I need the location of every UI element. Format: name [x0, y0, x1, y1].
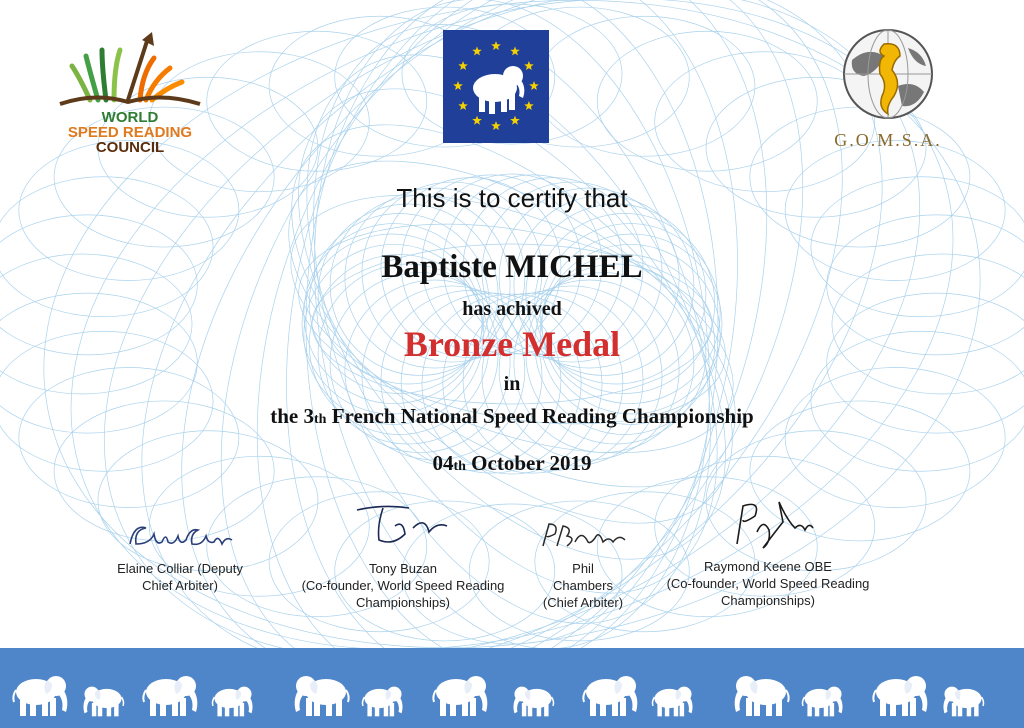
eu-elephant-logo — [443, 30, 549, 143]
signature-phil-chambers — [533, 516, 633, 556]
achieved-line: has achived — [462, 298, 562, 320]
event-line — [0, 404, 1024, 429]
recipient-name: Baptiste MICHEL — [381, 249, 643, 285]
date-day: 04 — [432, 451, 454, 475]
date-rest: October 2019 — [465, 451, 592, 475]
elephant-icon — [870, 670, 932, 718]
elephant-icon — [360, 682, 406, 718]
elephant-icon — [290, 670, 352, 718]
elephant-icon — [940, 682, 986, 718]
signature-raymond-keene — [713, 492, 823, 554]
date-ordinal-suffix: th — [453, 459, 466, 474]
logo-text-line-2: SPEED READING — [67, 124, 193, 141]
in-word: in — [503, 373, 521, 395]
elephant-icon — [430, 670, 492, 718]
elephant-icon — [80, 682, 126, 718]
logo-text-line-3: COUNCIL — [95, 139, 165, 156]
event-ordinal-suffix: th — [314, 412, 327, 427]
elephant-icon — [210, 682, 256, 718]
signatory-raymond-keene — [655, 492, 881, 609]
globe-seahorse-logo-icon — [828, 26, 948, 126]
elephant-icon — [10, 670, 72, 718]
signatory-caption: Phil Chambers (Chief Arbiter) — [542, 561, 624, 610]
elephant-icon — [140, 670, 202, 718]
elephant-icon — [580, 670, 642, 718]
signatory-caption: Tony Buzan (Co-founder, World Speed Reading Championships) — [301, 561, 505, 610]
signatory-phil-chambers — [518, 516, 648, 611]
signatory-caption: Raymond Keene OBE (Co-founder, World Speed Reading Championships) — [666, 559, 870, 608]
gomsa-text: G.O.M.S.A. — [834, 130, 942, 150]
signature-tony-buzan — [343, 498, 463, 556]
book-arrow-logo-icon — [50, 28, 210, 108]
award-title: Bronze Medal — [403, 324, 621, 364]
date-line — [0, 451, 1024, 476]
gomsa-logo — [828, 26, 948, 156]
elephant-icon — [730, 670, 792, 718]
signature-elaine-colliar — [120, 516, 240, 556]
event-name: French National Speed Reading Championship — [326, 404, 754, 428]
event-prefix: the 3 — [270, 404, 314, 428]
certify-line: This is to certify that — [396, 183, 628, 213]
signatory-elaine-colliar — [100, 516, 260, 594]
elephant-icon — [510, 682, 556, 718]
eu-elephant-flag-icon — [443, 30, 549, 143]
world-speed-reading-council-logo — [50, 28, 210, 168]
elephant-icon — [650, 682, 696, 718]
elephant-footer-band — [0, 648, 1024, 728]
signatory-caption: Elaine Colliar (Deputy Chief Arbiter) — [117, 561, 243, 593]
logo-text-line-1: WORLD — [101, 109, 159, 126]
signatory-tony-buzan — [290, 498, 516, 611]
elephant-icon — [800, 682, 846, 718]
